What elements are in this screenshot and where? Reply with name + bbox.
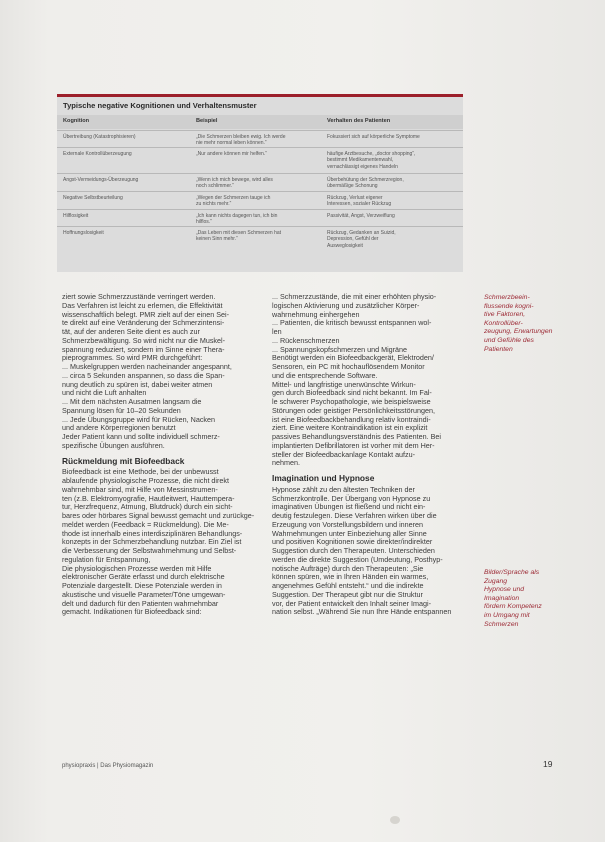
table-header-cell: Verhalten des Patienten xyxy=(327,118,391,124)
heading-imagination: Imagination und Hypnose xyxy=(272,473,375,483)
table-cell: Rückzug, Verlust eigener Interessen, sozialer Rückzug xyxy=(327,195,392,208)
table-row xyxy=(57,191,463,210)
text-line: deutig festzulegen. Diese Verfahren wirken über die xyxy=(272,511,437,520)
text-line: Potenziale dargestellt. Diese Potenziale werden in xyxy=(62,581,222,590)
text-line: elektronischer Geräte erfasst und durch elektrische xyxy=(62,572,225,582)
table-cell: „Das Leben mit diesen Schmerzen hat keinen Sinn mehr.“ xyxy=(196,230,282,243)
text-line: imaginativen Übungen ist fließend und nicht ein- xyxy=(272,502,426,512)
text-line: Schmerzbewältigung. So wird nicht nur die Muskel- xyxy=(62,335,225,345)
text-line: Das Verfahren ist leicht zu erlernen, die Effektivität xyxy=(62,300,223,310)
scan-smudge xyxy=(390,816,400,824)
right-column xyxy=(272,293,468,617)
table-cell: Angst-Vermeidungs-Überzeugung xyxy=(63,177,139,183)
text-line: fördern Kompetenz xyxy=(484,603,542,611)
table-cell: „Ich kann nichts dagegen tun, ich bin hilflos.“ xyxy=(196,213,278,226)
text-line: ... Mit dem nächsten Ausatmen langsam die xyxy=(62,397,202,406)
text-line: konzepts in der Schmerzbehandlung nutzbar. Ein Ziel ist xyxy=(62,537,242,547)
table-cell: Negative Selbstbeurteilung xyxy=(63,195,123,201)
table-cell: Übertreibung (Katastrophisieren) xyxy=(63,134,136,140)
text-line: zeugung, Erwartungen xyxy=(484,328,553,336)
text-line: angenehmes Gefühl entsteht.“ und die indirekte xyxy=(272,581,424,590)
text-line: können spüren, wie in Ihren Händen ein warmes, xyxy=(272,572,429,582)
text-line: passives Behandlungsverständnis des Patienten. Bei xyxy=(272,432,442,441)
text-line: Imagination xyxy=(484,594,520,602)
text-line: steller der Biofeedbackanlage Kontakt aufzu- xyxy=(272,449,416,459)
text-line: ... Muskelgruppen werden nacheinander angespannt, xyxy=(62,362,232,371)
table-accent-bar xyxy=(57,94,463,97)
text-line: Sensoren, ein PC mit hochauflösendem Monitor xyxy=(272,362,425,371)
text-line: nung deutlich zu spüren ist, dabei weiter atmen xyxy=(62,379,213,389)
table-row xyxy=(57,173,463,192)
table-row xyxy=(57,130,463,148)
text-line: ziert sowie Schmerzzustände verringert werden. xyxy=(62,292,216,301)
text-line: Benötigt werden ein Biofeedbackgerät, Elektroden/ xyxy=(272,353,434,363)
table-cell: häufige Arztbesuche, „doctor shopping“, bestimmt Medikamentenwahl, vernachlässigt eigenes Handeln xyxy=(327,151,416,170)
text-line: regulation für Entspannung, xyxy=(62,554,151,564)
text-line: und andere Körperregionen benutzt xyxy=(62,423,176,433)
text-line: nation selbst. „Während Sie nun Ihre Hände entspannen xyxy=(272,607,452,617)
text-line: Hypnose und xyxy=(484,586,525,594)
table-cell: „Wegen der Schmerzen tauge ich zu nichts mehr.“ xyxy=(196,195,271,208)
text-line: und nicht die Luft anhalten xyxy=(62,388,147,398)
table-cell: „Nur andere können mir helfen.“ xyxy=(196,151,267,157)
text-line: ablaufende physiologische Prozesse, die nicht direkt xyxy=(62,476,230,485)
text-line: ... circa 5 Sekunden anspannen, so dass die Span- xyxy=(62,370,225,380)
text-line: gen durch Biofeedback sind nicht bekannt. Im Fal- xyxy=(272,388,432,398)
text-line: le schwerer Psychopathologie, wie beispielsweise xyxy=(272,397,431,406)
text-line: thode ist innerhalb eines interdisziplinären Behandlungs- xyxy=(62,528,243,538)
text-line: Biofeedback ist eine Methode, bei der unbewusst xyxy=(62,467,219,477)
left-text-block-1 xyxy=(62,293,258,451)
text-line: delt und dadurch für den Patienten wahrnehmbar xyxy=(62,598,219,608)
text-line: Bilder/Sprache als xyxy=(484,569,540,576)
text-line: implantierten Defibrillatoren ist vorher mit dem Her- xyxy=(272,440,435,450)
text-line: nehmen. xyxy=(272,458,300,468)
table-cell: „Die Schmerzen bleiben ewig. Ich werde nie mehr normal leben können.“ xyxy=(196,134,286,147)
text-line: ... Spannungskopfschmerzen und Migräne xyxy=(272,344,408,354)
text-line: ... Patienten, die kritisch bewusst entspannen wol- xyxy=(272,318,432,328)
margin-note-2 xyxy=(484,569,560,629)
table-header-cell: Kognition xyxy=(63,118,90,124)
text-line: meldet werden (Feedback = Rückmeldung). Die Me- xyxy=(62,519,229,529)
text-line: logischen Aktivierung und zusätzlicher Körper- xyxy=(272,300,420,310)
text-line: Schmerzen xyxy=(484,620,519,628)
table-cell: Hilflosigkeit xyxy=(63,213,89,219)
text-line: tur, Herzfrequenz, Atmung, Blutdruck) durch ein sicht- xyxy=(62,502,233,512)
table-header xyxy=(57,115,463,129)
text-line: Die physiologischen Prozesse werden mit Hilfe xyxy=(62,563,212,573)
table-row xyxy=(57,147,463,174)
table-row xyxy=(57,226,463,253)
heading-biofeedback: Rückmeldung mit Biofeedback xyxy=(62,455,185,466)
text-line: im Umgang mit xyxy=(484,611,530,619)
text-line: Spannung lösen für 10–20 Sekunden xyxy=(62,405,181,415)
text-line: wissenschaftlich belegt. PMR zielt auf der einen Sei- xyxy=(62,309,229,319)
table-header-cell: Beispiel xyxy=(196,118,218,124)
text-line: wahrnehmung einhergehen xyxy=(272,309,360,319)
left-text-block-2 xyxy=(62,468,258,617)
text-line: und die entsprechende Software. xyxy=(272,370,378,380)
text-line: Hypnose zählt zu den ältesten Techniken der xyxy=(272,484,415,494)
text-line: Patienten xyxy=(484,345,513,353)
table-cell: Überbehütung der Schmerzregion, übermäßige Schonung xyxy=(327,177,404,190)
footer-source: physiopraxis | Das Physiomagazin xyxy=(62,763,154,769)
margin-note-1 xyxy=(484,294,560,354)
text-line: ist eine Biofeedbackbehandlung relativ kontraindi- xyxy=(272,414,431,424)
text-line: wahrnehmbar sind, mit Hilfe von Messinstrumen- xyxy=(62,484,218,494)
text-line: Suggestion durch den Therapeuten. Unterschieden xyxy=(272,546,435,555)
text-line: ... Schmerzzustände, die mit einer erhöhten physio- xyxy=(272,292,437,301)
right-text-block-1 xyxy=(272,293,468,468)
table-row xyxy=(57,209,463,227)
text-line: Schmerzkontrolle. Der Übergang von Hypnose zu xyxy=(272,493,431,503)
text-line: tät, auf der anderen Seite dient es auch zur xyxy=(62,327,200,336)
cognitions-table xyxy=(57,94,463,272)
text-line: ... Jede Übungsgruppe wird für Rücken, Nacken xyxy=(62,414,216,424)
text-line: spannung reduziert, sondern im Sinne einer Thera- xyxy=(62,344,225,354)
text-line: tive Faktoren, xyxy=(484,311,526,319)
text-line: werden die direkte Suggestion (Umdeutung, Posthyp- xyxy=(272,554,443,564)
text-line: akustische und visuelle Parameter/Töne umgewan- xyxy=(62,589,226,599)
text-line: bares oder hörbares Signal bewusst gemacht und zurückge- xyxy=(62,511,255,520)
text-line: spezifische Übungen ausführen. xyxy=(62,440,165,450)
text-line: Erzeugung von Vorstellungsbildern und inneren xyxy=(272,519,424,529)
text-line: te direkt auf eine Veränderung der Schmerzintensi- xyxy=(62,318,225,328)
text-line: Wahrnehmungen unter Einbeziehung aller Sinne xyxy=(272,528,427,538)
text-line: flussende kogni- xyxy=(484,302,534,310)
text-line: und Gefühle des xyxy=(484,336,534,344)
right-text-block-2 xyxy=(272,486,468,617)
text-line: Mittel- und langfristige unerwünschte Wirkun- xyxy=(272,379,416,389)
text-line: ten (z.B. Elektromyografie, Hautleitwert, Hauttempera- xyxy=(62,493,235,503)
table-cell: „Wenn ich mich bewege, wird alles noch schlimmer.“ xyxy=(196,177,273,190)
text-line: ziert. Eine weitere Kontraindikation ist ein explizit xyxy=(272,423,428,433)
table-cell: Rückzug, Gedanken an Suizid, Depression, Gefühl der Ausweglosigkeit xyxy=(327,230,396,249)
text-line: ... Rückenschmerzen xyxy=(272,335,340,345)
table-cell: Fokussiert sich auf körperliche Symptome xyxy=(327,134,420,140)
text-line: gemacht. Indikationen für Biofeedback sind: xyxy=(62,607,202,617)
text-line: Störungen oder geistiger Persönlichkeitsstörungen, xyxy=(272,405,436,415)
text-line: Jeder Patient kann und sollte individuell schmerz- xyxy=(62,432,220,441)
text-line: Zugang xyxy=(484,577,508,585)
page-number: 19 xyxy=(543,759,553,769)
text-line: Suggestion. Der Therapeut gibt nur die Struktur xyxy=(272,589,423,599)
left-column xyxy=(62,293,258,617)
text-line: notische Aufträge) durch den Therapeuten: „Sie xyxy=(272,563,424,573)
table-cell: Passivität, Angst, Verzweiflung xyxy=(327,213,395,219)
text-line: vor, der Patient entwickelt den Inhalt seiner Imagi- xyxy=(272,598,432,608)
text-line: len xyxy=(272,327,282,336)
table-cell: Externale Kontrollüberzeugung xyxy=(63,151,132,157)
text-line: Schmerzbeein- xyxy=(484,294,530,301)
table-cell: Hoffnungslosigkeit xyxy=(63,230,104,236)
text-line: Kontrollüber- xyxy=(484,319,523,327)
text-line: und positiven Kognitionen sowie direkter/indirekter xyxy=(272,537,433,547)
text-line: die Verbesserung der Selbstwahrnehmung und Selbst- xyxy=(62,546,237,555)
text-line: pieprogrammes. So wird PMR durchgeführt: xyxy=(62,353,203,363)
table-title: Typische negative Kognitionen und Verhaltensmuster xyxy=(63,101,257,110)
